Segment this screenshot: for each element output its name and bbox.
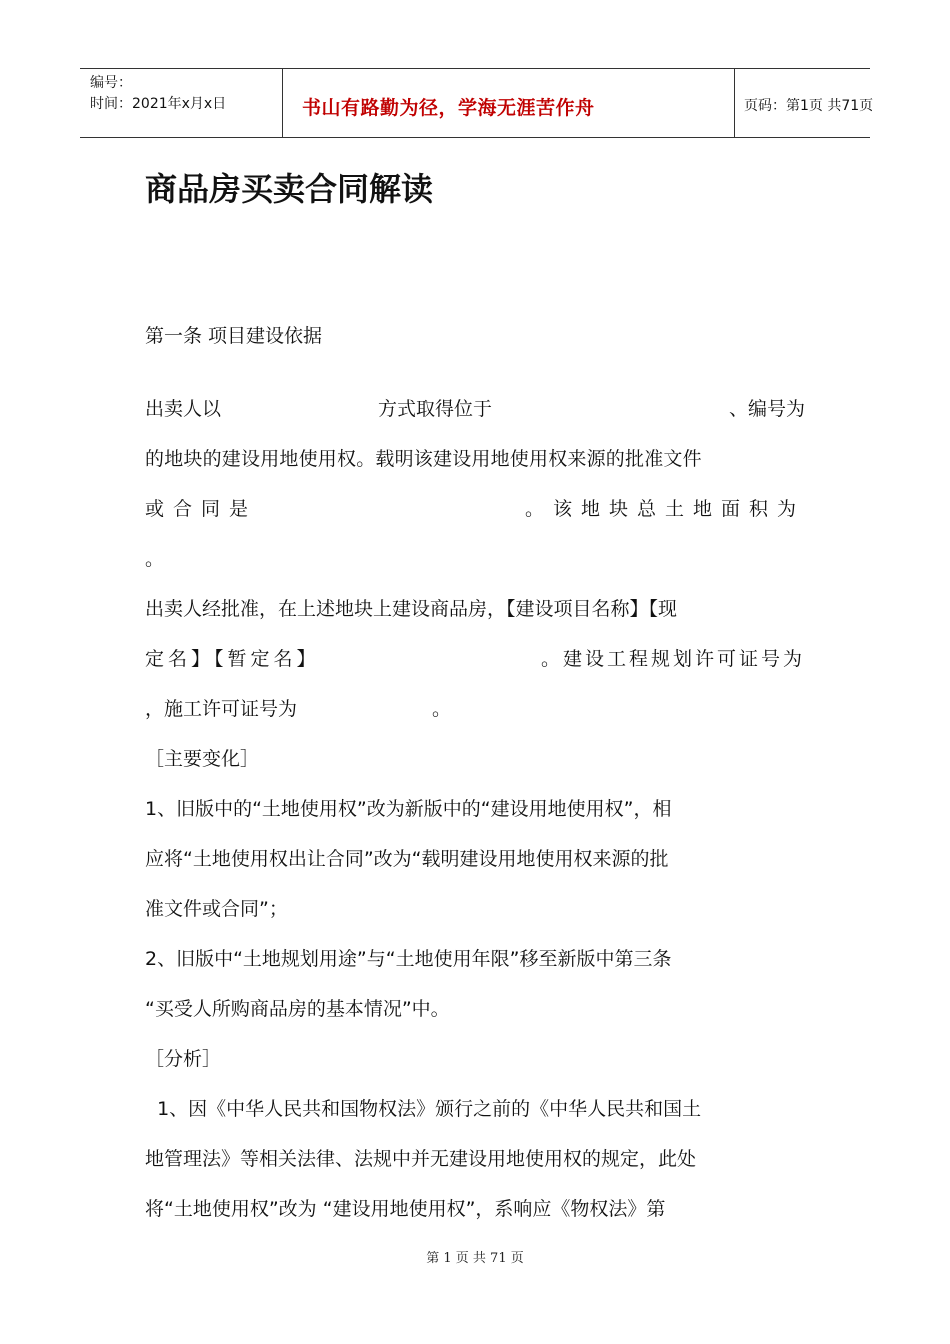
analysis-section xyxy=(145,1034,805,1234)
paragraph-line: 2、旧版中“土地规划用途”与“土地使用年限”移至新版中第三条 xyxy=(145,948,672,970)
text-segment: 。建设工程规划许可证号为 xyxy=(540,648,805,670)
header-meta-cell xyxy=(80,69,283,137)
paragraph-project-name xyxy=(145,584,805,734)
text-segment: 。 xyxy=(432,698,452,720)
text-segment: 、编号为 xyxy=(728,398,805,420)
paragraph-project-basis xyxy=(145,384,805,584)
page-footer: 第 1 页 共 71 页 xyxy=(426,1251,524,1266)
paragraph-line: 准文件或合同”； xyxy=(145,898,288,920)
paragraph-line: 的地块的建设用地使用权。载明该建设用地使用权来源的批准文件 xyxy=(145,448,702,470)
text-segment: 出卖人以 xyxy=(145,398,222,420)
paragraph-line: “买受人所购商品房的基本情况”中。 xyxy=(145,998,450,1020)
section-heading: 第一条 项目建设依据 xyxy=(145,325,323,347)
paragraph-line: 出卖人经批准，在上述地块上建设商品房，【建设项目名称】【现 xyxy=(145,598,678,620)
paragraph-line: 1、因《中华人民共和国物权法》颁行之前的《中华人民共和国土 xyxy=(145,1098,702,1120)
paragraph-line: 地管理法》等相关法律、法规中并无建设用地使用权的规定，此处 xyxy=(145,1148,697,1170)
changes-section xyxy=(145,734,805,1034)
paragraph-line: 。 xyxy=(145,548,165,570)
text-segment: ，施工许可证号为 xyxy=(145,698,298,720)
text-segment: 定名】【暂定名】 xyxy=(145,648,320,670)
document-title: 商品房买卖合同解读 xyxy=(145,170,434,208)
text-segment: 或合同是 xyxy=(145,498,258,520)
paragraph-line: 1、旧版中的“土地使用权”改为新版中的“建设用地使用权”，相 xyxy=(145,798,672,820)
changes-heading: ［主要变化］ xyxy=(145,748,260,770)
paragraph-line xyxy=(145,684,805,734)
document-header xyxy=(80,68,874,138)
page-info: 页码：第1页 共71页 xyxy=(744,98,874,114)
paragraph-line: 将“土地使用权”改为 “建设用地使用权”，系响应《物权法》第 xyxy=(145,1198,666,1220)
date-label: 时间：2021年x月x日 xyxy=(90,96,227,112)
paragraph-line xyxy=(145,484,805,534)
text-segment: 。该地块总土地面积为 xyxy=(524,498,805,520)
analysis-heading: ［分析］ xyxy=(145,1048,222,1070)
header-motto-cell xyxy=(282,69,735,137)
text-segment: 方式取得位于 xyxy=(377,398,492,420)
paragraph-line: 应将“土地使用权出让合同”改为“载明建设用地使用权来源的批 xyxy=(145,848,669,870)
paragraph-line xyxy=(145,634,805,684)
motto-text: 书山有路勤为径，学海无涯苦作舟 xyxy=(302,97,595,119)
code-label: 编号： xyxy=(90,75,132,91)
header-page-cell xyxy=(734,69,874,137)
paragraph-line xyxy=(145,384,805,434)
